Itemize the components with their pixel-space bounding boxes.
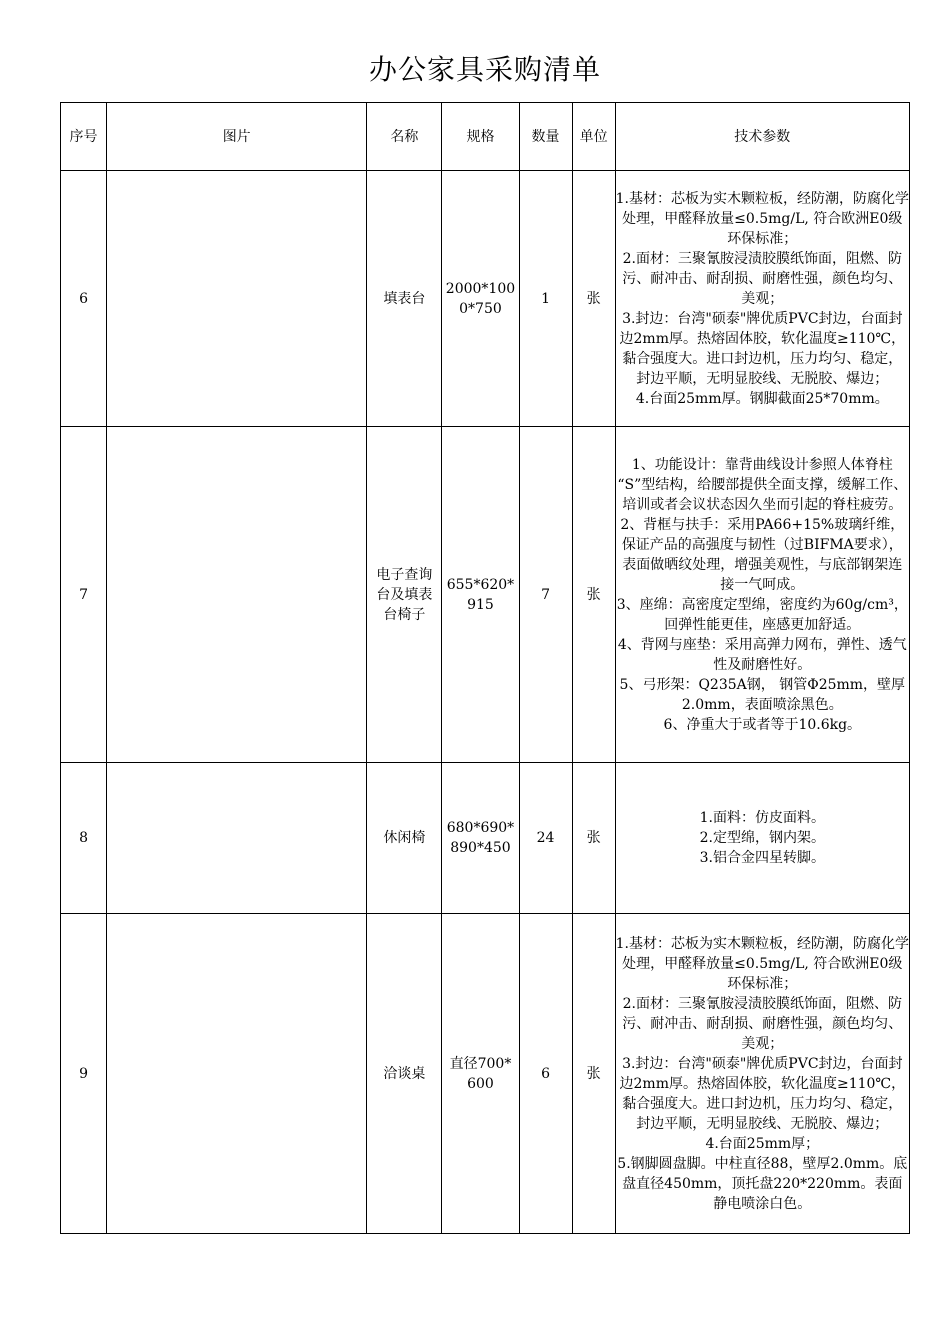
row-name: 电子查询台及填表台椅子 (367, 427, 442, 763)
tech-line: 3.封边：台湾"硕泰"牌优质PVC封边，台面封边2mm厚。热熔固体胶，软化温度≥110℃，黏合强度大。进口封边机，压力均匀、稳定，封边平顺，无明显胶线、无脱胶、爆边； (619, 310, 906, 387)
tech-line: 6、净重大于或者等于10.6kg。 (663, 716, 862, 733)
header-qty: 数量 (519, 103, 572, 171)
row-tech-params (615, 914, 909, 1234)
header-row (61, 103, 910, 171)
row-tech-params (615, 171, 909, 427)
row-spec: 680*690*890*450 (442, 763, 519, 914)
row-spec: 655*620*915 (442, 427, 519, 763)
table-row (61, 427, 910, 763)
tech-line: 3.封边：台湾"硕泰"牌优质PVC封边，台面封边2mm厚。热熔固体胶，软化温度≥110℃，黏合强度大。进口封边机，压力均匀、稳定，封边平顺，无明显胶线、无脱胶、爆边； (619, 1055, 906, 1132)
header-seq: 序号 (61, 103, 107, 171)
tech-line: 5、弓形架：Q235A钢， 钢管Φ25mm，壁厚2.0mm，表面喷涂黑色。 (619, 676, 906, 713)
row-image-placeholder (107, 763, 367, 914)
row-spec: 2000*1000*750 (442, 171, 519, 427)
row-image-placeholder (107, 914, 367, 1234)
table-row (61, 171, 910, 427)
tech-line: 2、背框与扶手：采用PA66+15%玻璃纤维，保证产品的高强度与韧性（过BIFMA要求），表面做晒纹处理，增强美观性，与底部钢架连接一气呵成。 (620, 516, 905, 593)
row-name: 休闲椅 (367, 763, 442, 914)
row-qty: 7 (519, 427, 572, 763)
tech-line: 5.钢脚圆盘脚。中柱直径88，壁厚2.0mm。底盘直径450mm，顶托盘220*220mm。表面静电喷涂白色。 (617, 1155, 908, 1212)
tech-line: 1、功能设计：靠背曲线设计参照人体脊柱 “S”型结构，给腰部提供全面支撑，缓解工作、培训或者会议状态因久坐而引起的脊柱疲劳。 (617, 456, 908, 513)
table-row (61, 763, 910, 914)
row-seq: 8 (61, 763, 107, 914)
row-unit: 张 (572, 914, 615, 1234)
tech-line: 4.台面25mm厚； (705, 1135, 820, 1152)
tech-line: 2.面材：三聚氰胺浸渍胶膜纸饰面，阻燃、防污、耐冲击、耐刮损、耐磨性强，颜色均匀、美观； (622, 995, 903, 1052)
tech-line: 1.基材：芯板为实木颗粒板，经防潮，防腐化学处理，甲醛释放量≤0.5mg/L, 符合欧洲E0级环保标准； (615, 190, 909, 247)
row-unit: 张 (572, 171, 615, 427)
row-seq: 6 (61, 171, 107, 427)
row-tech-params (615, 427, 909, 763)
table-row (61, 914, 910, 1234)
row-unit: 张 (572, 763, 615, 914)
header-spec: 规格 (442, 103, 519, 171)
tech-line: 1.面料：仿皮面料。 (699, 810, 825, 826)
row-name: 洽谈桌 (367, 914, 442, 1234)
tech-line: 4.台面25mm厚。钢脚截面25*70mm。 (635, 390, 889, 407)
tech-line: 3、座绵：高密度定型绵，密度约为60g/cm³，回弹性能更佳，座感更加舒适。 (616, 596, 908, 633)
row-qty: 6 (519, 914, 572, 1234)
tech-line: 2.定型绵，钢内架。 (699, 830, 825, 846)
tech-line: 4、背网与座垫：采用高弹力网布，弹性、透气性及耐磨性好。 (617, 636, 907, 673)
row-qty: 24 (519, 763, 572, 914)
row-image-placeholder (107, 171, 367, 427)
header-tech: 技术参数 (615, 103, 909, 171)
row-seq: 7 (61, 427, 107, 763)
header-image: 图片 (107, 103, 367, 171)
tech-line: 2.面材：三聚氰胺浸渍胶膜纸饰面，阻燃、防污、耐冲击、耐刮损、耐磨性强，颜色均匀、美观； (622, 250, 903, 307)
row-unit: 张 (572, 427, 615, 763)
header-name: 名称 (367, 103, 442, 171)
tech-line: 1.基材：芯板为实木颗粒板，经防潮，防腐化学处理，甲醛释放量≤0.5mg/L, 符合欧洲E0级环保标准； (615, 935, 909, 992)
row-seq: 9 (61, 914, 107, 1234)
row-name: 填表台 (367, 171, 442, 427)
row-spec: 直径700*600 (442, 914, 519, 1234)
row-image-placeholder (107, 427, 367, 763)
procurement-table (60, 102, 910, 1234)
header-unit: 单位 (572, 103, 615, 171)
document-title: 办公家具采购清单 (368, 53, 601, 86)
tech-line: 3.铝合金四星转脚。 (699, 850, 825, 866)
row-qty: 1 (519, 171, 572, 427)
row-tech-params (615, 763, 909, 914)
